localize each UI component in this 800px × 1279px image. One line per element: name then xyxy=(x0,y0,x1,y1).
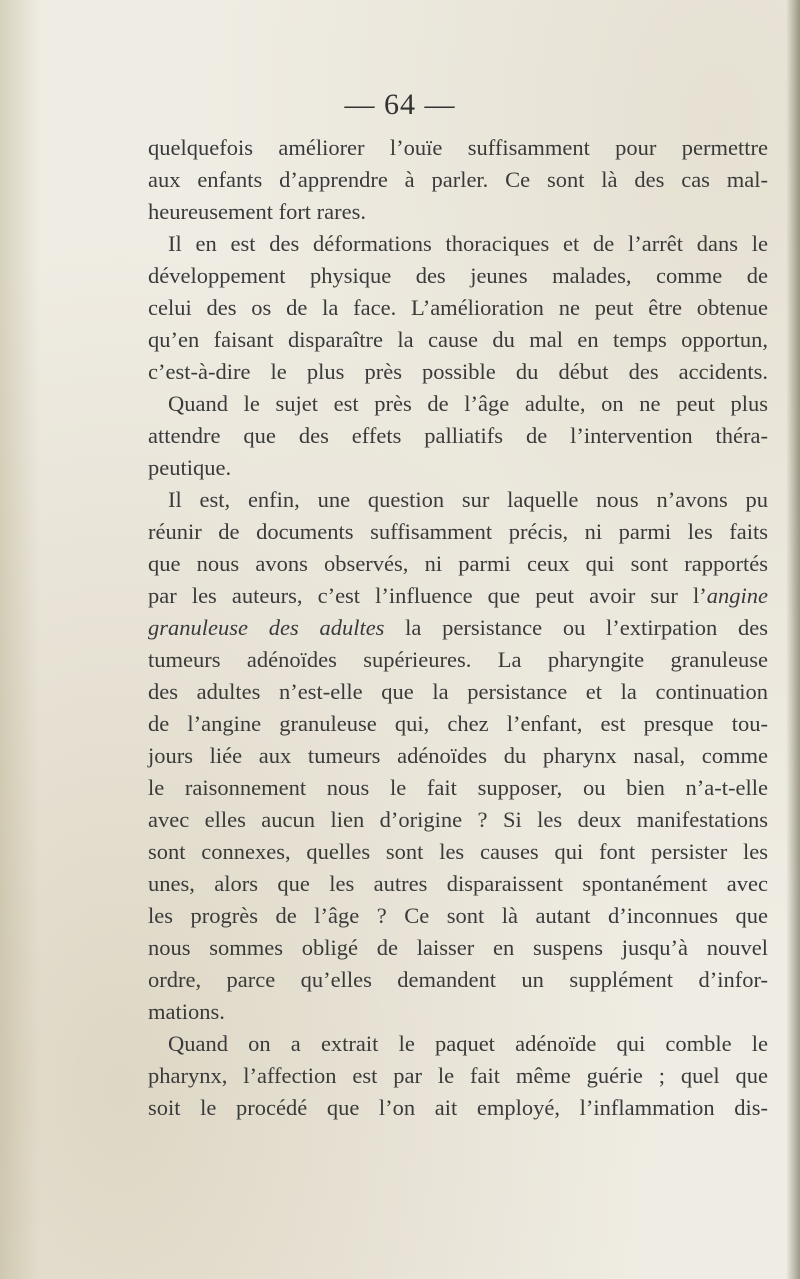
text-line: avec elles aucun lien d’origine ? Si les deux manifestations xyxy=(148,807,768,832)
text-line: des adultes n’est-elle que la persistance et la continuation xyxy=(148,679,768,704)
text-line: pharynx, l’affection est par le fait même guérie ; quel que xyxy=(148,1063,768,1088)
text-line: aux enfants d’apprendre à parler. Ce sont là des cas mal- xyxy=(148,167,768,192)
text-line: sont connexes, quelles sont les causes qui font persister les xyxy=(148,839,768,864)
text-line: développement physique des jeunes malades, comme de xyxy=(148,263,768,288)
text-line: le raisonnement nous le fait supposer, ou bien n’a-t-elle xyxy=(148,775,768,800)
page-shadow-right xyxy=(786,0,800,1279)
text-line xyxy=(148,580,768,612)
text-line: soit le procédé que l’on ait employé, l’inflammation dis- xyxy=(148,1095,768,1120)
text-line xyxy=(148,612,768,644)
text-line: Quand on a extrait le paquet adénoïde qui comble le xyxy=(168,1031,768,1056)
text-line: jours liée aux tumeurs adénoïdes du pharynx nasal, comme xyxy=(148,743,768,768)
text-line: c’est-à-dire le plus près possible du début des accidents. xyxy=(148,359,768,384)
page-shadow-left xyxy=(0,0,40,1279)
text-segment: par les auteurs, c’est l’influence que peut avoir sur l’ xyxy=(148,583,707,608)
text-segment: la persistance ou l’extirpation des xyxy=(384,615,768,640)
italic-term: granuleuse des adultes xyxy=(148,615,385,640)
text-line: Il est, enfin, une question sur laquelle nous n’avons pu xyxy=(168,487,768,512)
text-line: ordre, parce qu’elles demandent un supplément d’infor- xyxy=(148,967,768,992)
text-line: attendre que des effets palliatifs de l’intervention théra- xyxy=(148,423,768,448)
text-line: mations. xyxy=(148,999,225,1024)
page-number: — 64 — xyxy=(344,88,456,121)
text-line: réunir de documents suffisamment précis, ni parmi les faits xyxy=(148,519,768,544)
text-line: peutique. xyxy=(148,455,232,480)
text-line: les progrès de l’âge ? Ce sont là autant d’inconnues que xyxy=(148,903,768,928)
text-line: Quand le sujet est près de l’âge adulte, on ne peut plus xyxy=(168,391,768,416)
text-line: qu’en faisant disparaître la cause du mal en temps opportun, xyxy=(148,327,768,352)
text-line: de l’angine granuleuse qui, chez l’enfant, est presque tou- xyxy=(148,711,768,736)
text-line: nous sommes obligé de laisser en suspens jusqu’à nouvel xyxy=(148,935,768,960)
body-text xyxy=(148,132,768,1124)
text-line: unes, alors que les autres disparaissent spontanément avec xyxy=(148,871,768,896)
text-line: que nous avons observés, ni parmi ceux qui sont rapportés xyxy=(148,551,768,576)
text-line: Il en est des déformations thoraciques et de l’arrêt dans le xyxy=(168,231,768,256)
italic-term: angine xyxy=(706,583,768,608)
text-line: heureusement fort rares. xyxy=(148,199,367,224)
text-line: celui des os de la face. L’amélioration ne peut être obtenue xyxy=(148,295,768,320)
text-line: quelquefois améliorer l’ouïe suffisamment pour permettre xyxy=(148,135,768,160)
text-line: tumeurs adénoïdes supérieures. La pharyngite granuleuse xyxy=(148,647,768,672)
